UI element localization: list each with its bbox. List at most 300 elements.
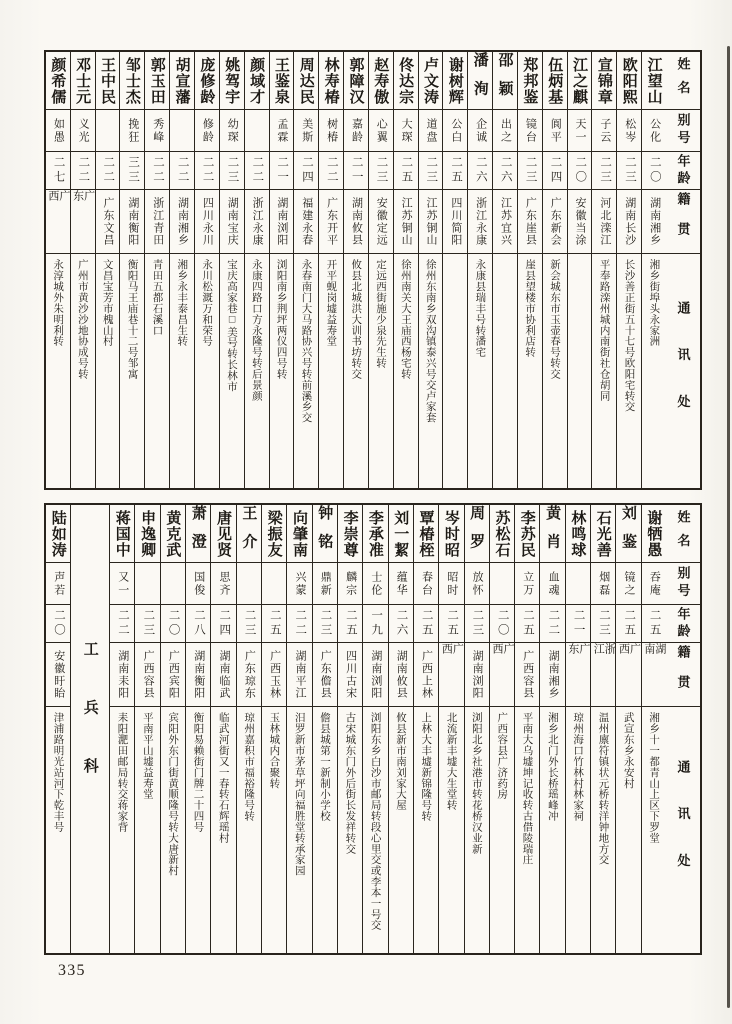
person-age-cell: [591, 605, 615, 643]
person-name: 李苏民: [518, 509, 536, 558]
person-address-cell: [490, 707, 514, 953]
person-column: [244, 52, 269, 488]
person-native: 广东崖县: [524, 196, 537, 247]
person-column: [464, 505, 489, 953]
person-address: 临武河街又一春转石辉瑶村: [217, 712, 230, 844]
person-age-cell: [490, 605, 514, 643]
person-name: 刘一絜: [392, 509, 410, 558]
person-name: 姚驾宇: [223, 56, 241, 105]
person-hao: 幼琛: [226, 117, 239, 144]
person-age-cell: [439, 605, 463, 643]
person-native: 广西玉林: [268, 649, 281, 700]
person-age-cell: [46, 152, 70, 190]
person-hao-cell: [145, 110, 169, 152]
person-address-cell: [617, 254, 641, 488]
person-age: 二二: [176, 156, 189, 185]
person-address: 琼州海口竹林村林家祠: [572, 712, 585, 822]
person-column: [489, 505, 514, 953]
person-hao: 血魂: [547, 570, 560, 597]
person-hao-cell: [518, 110, 542, 152]
person-hao-cell: [493, 110, 517, 152]
column-headers: [666, 52, 700, 488]
header-age-label: 年龄: [675, 153, 691, 188]
person-hao-cell: [568, 110, 592, 152]
person-column: [318, 52, 343, 488]
person-column: [286, 505, 311, 953]
person-native: 浙江: [592, 643, 616, 676]
person-hao: 心翼: [375, 117, 388, 144]
person-name-cell: [493, 52, 517, 110]
person-address-cell: [120, 254, 144, 488]
person-column: [134, 505, 159, 953]
person-name: 石光善: [594, 509, 612, 558]
person-native-cell: [220, 190, 244, 254]
person-address: 永康四路口方永隆号转后景颜: [250, 259, 263, 401]
person-native-cell: [592, 190, 616, 254]
person-address: 文昌宝芳市槐山村: [101, 259, 114, 347]
person-hao: 美斯: [300, 117, 313, 144]
person-column: [641, 52, 666, 488]
person-age: 二五: [420, 609, 433, 638]
person-age: 二二: [325, 156, 338, 185]
person-address: 攸县新市南刘家大屋: [394, 712, 407, 811]
person-native-cell: [518, 190, 542, 254]
person-address-cell: [135, 707, 159, 953]
person-name: 王鉴泉: [272, 56, 290, 105]
person-native: 浙江永康: [251, 196, 264, 247]
person-hao: 义光: [77, 117, 90, 144]
person-native-cell: [642, 190, 666, 254]
person-column: [144, 52, 169, 488]
person-name-cell: [518, 52, 542, 110]
person-native: 广西: [440, 643, 464, 676]
person-native-cell: [96, 190, 120, 254]
person-address: 耒阳淝田邮局转交蒋家背: [116, 712, 129, 833]
person-hao-cell: [46, 563, 70, 605]
person-hao-cell: [211, 563, 235, 605]
person-name: 李承准: [366, 509, 384, 558]
person-age: 二三: [142, 609, 155, 638]
person-name: 潘洵: [471, 52, 489, 109]
person-age-cell: [389, 605, 413, 643]
person-column: [442, 52, 467, 488]
person-native: 四川永川: [201, 196, 214, 247]
person-age-cell: [592, 152, 616, 190]
person-native-cell: [363, 643, 387, 707]
person-address-cell: [414, 707, 438, 953]
person-native: 河北滦江: [598, 196, 611, 247]
header-name-label: 姓名: [675, 57, 691, 104]
person-hao-cell: [591, 563, 615, 605]
person-hao: 如愚: [52, 117, 65, 144]
person-age-cell: [543, 152, 567, 190]
person-name-cell: [566, 505, 590, 563]
person-native: 广东新会: [549, 196, 562, 247]
person-address: 平南大乌墟坤记收转古借陵瑞庄: [521, 712, 534, 865]
person-native: 江苏宜兴: [499, 196, 512, 247]
person-hao: 阆平: [549, 117, 562, 144]
person-address-cell: [161, 707, 185, 953]
person-address-cell: [145, 254, 169, 488]
person-column: [567, 52, 592, 488]
person-name: 林寿椿: [322, 56, 340, 105]
person-hao-cell: [46, 110, 70, 152]
person-age-cell: [642, 605, 666, 643]
person-address-cell: [443, 254, 467, 488]
person-age: 二二: [117, 609, 130, 638]
person-age: 二一: [572, 609, 585, 638]
person-age-cell: [566, 605, 590, 643]
person-age: 二四: [549, 156, 562, 185]
person-address: 儋县城第一新制小学校: [319, 712, 332, 822]
person-hao: 国俊: [192, 570, 205, 597]
person-name: 刘鉴: [620, 505, 638, 562]
person-age: 二二: [547, 609, 560, 638]
person-column: [269, 52, 294, 488]
person-column: [438, 505, 463, 953]
person-address-cell: [319, 254, 343, 488]
person-age: 二一: [350, 156, 363, 185]
person-hao-cell: [543, 110, 567, 152]
person-address-cell: [389, 707, 413, 953]
person-address: 武宣东乡永安村: [622, 712, 635, 789]
person-name-cell: [237, 505, 261, 563]
person-native: 广东: [566, 643, 590, 676]
header-name-cell: [666, 505, 700, 563]
person-age: 二〇: [574, 156, 587, 185]
person-name: 郑邦鉴: [521, 56, 539, 105]
person-hao-cell: [170, 110, 194, 152]
person-hao-cell: [344, 110, 368, 152]
header-name-cell: [666, 52, 700, 110]
person-column: [393, 52, 418, 488]
person-native-cell: [338, 643, 362, 707]
person-name-cell: [543, 52, 567, 110]
person-name-cell: [319, 52, 343, 110]
person-address: 永春南门大马路协兴号转前溪乡交: [300, 259, 313, 423]
person-address-cell: [369, 254, 393, 488]
person-address: 浏阳北乡社港市转花桥汉业新: [470, 712, 483, 854]
person-native-cell: [262, 643, 286, 707]
person-name: 赵寿傲: [372, 56, 390, 105]
person-column: [160, 505, 185, 953]
person-hao-cell: [161, 563, 185, 605]
person-address-cell: [170, 254, 194, 488]
person-address-cell: [394, 254, 418, 488]
page-number: 335: [58, 962, 86, 979]
person-native-cell: [616, 643, 640, 707]
person-native: 湖南宝庆: [226, 196, 239, 247]
person-column: [70, 52, 95, 488]
person-address: 湘乡街埠头永家洲: [648, 259, 661, 347]
person-hao-cell: [414, 563, 438, 605]
person-column: [565, 505, 590, 953]
person-native-cell: [270, 190, 294, 254]
person-native-cell: [642, 643, 666, 707]
person-hao-cell: [270, 110, 294, 152]
person-name-cell: [568, 52, 592, 110]
person-address-cell: [568, 254, 592, 488]
person-address-cell: [439, 707, 463, 953]
person-column: [641, 505, 666, 953]
person-name: 胡宣藩: [173, 56, 191, 105]
person-address: 徐州南关大王庙西杨宅转: [399, 259, 412, 380]
person-name: 颜域才: [248, 56, 266, 105]
person-age: 二五: [522, 609, 535, 638]
person-hao-cell: [71, 110, 95, 152]
person-hao-cell: [419, 110, 443, 152]
person-column: [261, 505, 286, 953]
person-hao: 放怀: [471, 570, 484, 597]
person-native: 湖南临武: [218, 649, 231, 700]
person-address: 崖县望楼市协利店转: [524, 259, 537, 358]
person-name: 江之麒: [571, 56, 589, 105]
person-address-cell: [237, 707, 261, 953]
person-hao-cell: [319, 110, 343, 152]
person-name: 佟达宗: [397, 56, 415, 105]
person-address: 徐州东南乡双沟镇泰兴号交卢家套: [424, 259, 437, 423]
person-column: [615, 505, 640, 953]
person-hao-cell: [186, 563, 210, 605]
person-name-cell: [414, 505, 438, 563]
person-name: 梁振友: [265, 509, 283, 558]
person-address: 平奉路滦州城内南街社仓胡同: [598, 259, 611, 401]
person-age: 一九: [370, 609, 383, 638]
person-address: 广西容县广济药房: [496, 712, 509, 800]
person-name-cell: [468, 52, 492, 110]
person-age-cell: [468, 152, 492, 190]
person-native: 广西容县: [521, 649, 534, 700]
person-address: 上林大丰墟新锦隆号转: [420, 712, 433, 822]
person-address: 攸县北城洪大训书坊转交: [350, 259, 363, 380]
person-hao-cell: [468, 110, 492, 152]
person-age: 二六: [395, 609, 408, 638]
person-hao: 孟霖: [275, 117, 288, 144]
person-native-cell: [443, 190, 467, 254]
person-hao-cell: [617, 110, 641, 152]
person-age-cell: [110, 605, 134, 643]
person-hao: 公化: [648, 117, 661, 144]
person-native: 湖南攸县: [350, 196, 363, 247]
person-age-cell: [71, 152, 95, 190]
person-address-cell: [493, 254, 517, 488]
person-hao: 松岑: [623, 117, 636, 144]
person-native-cell: [414, 643, 438, 707]
person-age-cell: [338, 605, 362, 643]
person-name: 林鸣球: [569, 509, 587, 558]
person-name-cell: [170, 52, 194, 110]
person-native: 四川简阳: [449, 196, 462, 247]
person-age: 二五: [344, 609, 357, 638]
person-hao: 士伦: [369, 570, 382, 597]
person-hao: 思齐: [218, 570, 231, 597]
person-hao-cell: [394, 110, 418, 152]
person-age-cell: [313, 605, 337, 643]
person-age-cell: [237, 605, 261, 643]
person-hao-cell: [515, 563, 539, 605]
person-address-cell: [186, 707, 210, 953]
person-address: 琼州嘉积市福裕隆号转: [243, 712, 256, 822]
person-address: 玉林城内合聚转: [268, 712, 281, 789]
person-name-cell: [363, 505, 387, 563]
person-native: 广东儋县: [319, 649, 332, 700]
person-column: [169, 52, 194, 488]
person-hao: 子云: [598, 117, 611, 144]
person-name-cell: [294, 52, 318, 110]
person-name-cell: [369, 52, 393, 110]
person-native: 浙江永康: [474, 196, 487, 247]
person-column: [343, 52, 368, 488]
person-native: 福建永春: [300, 196, 313, 247]
person-native-cell: [344, 190, 368, 254]
person-address: 温州廪符镇状元桥转洋钟地方交: [597, 712, 610, 865]
person-native-cell: [394, 190, 418, 254]
person-native: 湖南湘乡: [547, 649, 560, 700]
person-hao: 修龄: [201, 117, 214, 144]
person-hao: 天一: [574, 117, 587, 144]
person-name-cell: [120, 52, 144, 110]
person-name-cell: [46, 52, 70, 110]
header-address-label: 通讯处: [675, 300, 691, 442]
person-native: 广西宾阳: [167, 649, 180, 700]
person-name-cell: [195, 52, 219, 110]
header-hao-cell: [666, 563, 700, 605]
person-native-cell: [490, 643, 514, 707]
person-native-cell: [245, 190, 269, 254]
person-native: 安徽当涂: [574, 196, 587, 247]
person-address-cell: [591, 707, 615, 953]
person-name-cell: [270, 52, 294, 110]
person-hao-cell: [540, 563, 564, 605]
person-hao-cell: [120, 110, 144, 152]
person-address: 永康县瑞丰号转潘宅: [474, 259, 487, 358]
person-hao-cell: [220, 110, 244, 152]
person-address-cell: [294, 254, 318, 488]
person-age-cell: [642, 152, 666, 190]
person-name-cell: [135, 505, 159, 563]
person-native: 广西容县: [142, 649, 155, 700]
person-hao-cell: [642, 110, 666, 152]
header-native-cell: [666, 643, 700, 707]
person-hao-cell: [338, 563, 362, 605]
person-native: 湖南长沙: [623, 196, 636, 247]
person-age: 二三: [471, 609, 484, 638]
person-column: [517, 52, 542, 488]
person-name-cell: [642, 505, 666, 563]
person-native: 湖南湘乡: [648, 196, 661, 247]
person-name: 江望山: [645, 56, 663, 105]
header-age-label: 年龄: [675, 606, 691, 641]
person-name-cell: [211, 505, 235, 563]
person-native: 广西: [46, 190, 70, 223]
person-age: 二五: [268, 609, 281, 638]
person-native: 湖南浏阳: [275, 196, 288, 247]
person-address-cell: [642, 254, 666, 488]
person-age: 三三: [127, 156, 140, 185]
person-age: 二三: [524, 156, 537, 185]
person-name: 覃椿桎: [417, 509, 435, 558]
person-age: 二二: [77, 156, 90, 185]
person-age: 二一: [276, 156, 289, 185]
directory-table-top: [44, 50, 702, 490]
person-age-cell: [518, 152, 542, 190]
person-hao: 又一: [116, 570, 129, 597]
person-age: 二〇: [496, 609, 509, 638]
person-address-cell: [220, 254, 244, 488]
person-age: 二三: [319, 609, 332, 638]
person-name: 周罗: [468, 505, 486, 562]
person-age: 二五: [400, 156, 413, 185]
header-hao-cell: [666, 110, 700, 152]
person-address-cell: [46, 707, 70, 953]
person-hao-cell: [616, 563, 640, 605]
person-native-cell: [465, 643, 489, 707]
person-column: [539, 505, 564, 953]
person-native: 湖南耒阳: [116, 649, 129, 700]
person-hao-cell: [443, 110, 467, 152]
person-native: 江苏铜山: [424, 196, 437, 247]
person-native: 广东开平: [325, 196, 338, 247]
person-address-cell: [642, 707, 666, 953]
person-hao: 吞庵: [648, 570, 661, 597]
person-name: 邵颖: [496, 52, 514, 109]
directory-tables: [44, 50, 702, 955]
person-name-cell: [617, 52, 641, 110]
person-address: 宾阳外东门街黄顺隆号转大唐新村: [167, 712, 180, 876]
person-name-cell: [443, 52, 467, 110]
person-column: [590, 505, 615, 953]
header-hao-label: 别号: [675, 565, 691, 602]
person-age: 二五: [450, 156, 463, 185]
person-hao: 镜之: [623, 570, 636, 597]
person-address-cell: [468, 254, 492, 488]
person-column: [109, 505, 134, 953]
person-native-cell: [369, 190, 393, 254]
person-name-cell: [616, 505, 640, 563]
person-age: 二三: [375, 156, 388, 185]
person-name: 蒋国中: [113, 509, 131, 558]
person-column: [95, 52, 120, 488]
person-address: 湘乡永丰泰昌生转: [176, 259, 189, 347]
person-address: 衡阳马王庙巷十二号邹寓: [126, 259, 139, 380]
person-native: 江苏铜山: [400, 196, 413, 247]
person-hao: 企诚: [474, 117, 487, 144]
person-age: 二六: [499, 156, 512, 185]
person-address-cell: [211, 707, 235, 953]
person-native: 广西: [490, 643, 514, 676]
person-age-cell: [319, 152, 343, 190]
header-address-cell: [666, 707, 700, 953]
person-name-cell: [515, 505, 539, 563]
person-hao-cell: [287, 563, 311, 605]
person-age-cell: [419, 152, 443, 190]
person-native: 广西上林: [420, 649, 433, 700]
person-name-cell: [642, 52, 666, 110]
person-address: 广州市黄沙沙地协成号转: [76, 259, 89, 380]
person-age-cell: [46, 605, 70, 643]
person-age-cell: [120, 152, 144, 190]
person-age-cell: [294, 152, 318, 190]
person-name-cell: [591, 505, 615, 563]
person-address-cell: [518, 254, 542, 488]
person-address-cell: [110, 707, 134, 953]
person-hao: 树椿: [325, 117, 338, 144]
person-name: 唐见贤: [215, 509, 233, 558]
person-address: 津浦路明光站河下乾丰号: [52, 712, 65, 833]
header-native-cell: [666, 190, 700, 254]
person-address-cell: [515, 707, 539, 953]
person-address: 平南平山墟益寿堂: [141, 712, 154, 800]
